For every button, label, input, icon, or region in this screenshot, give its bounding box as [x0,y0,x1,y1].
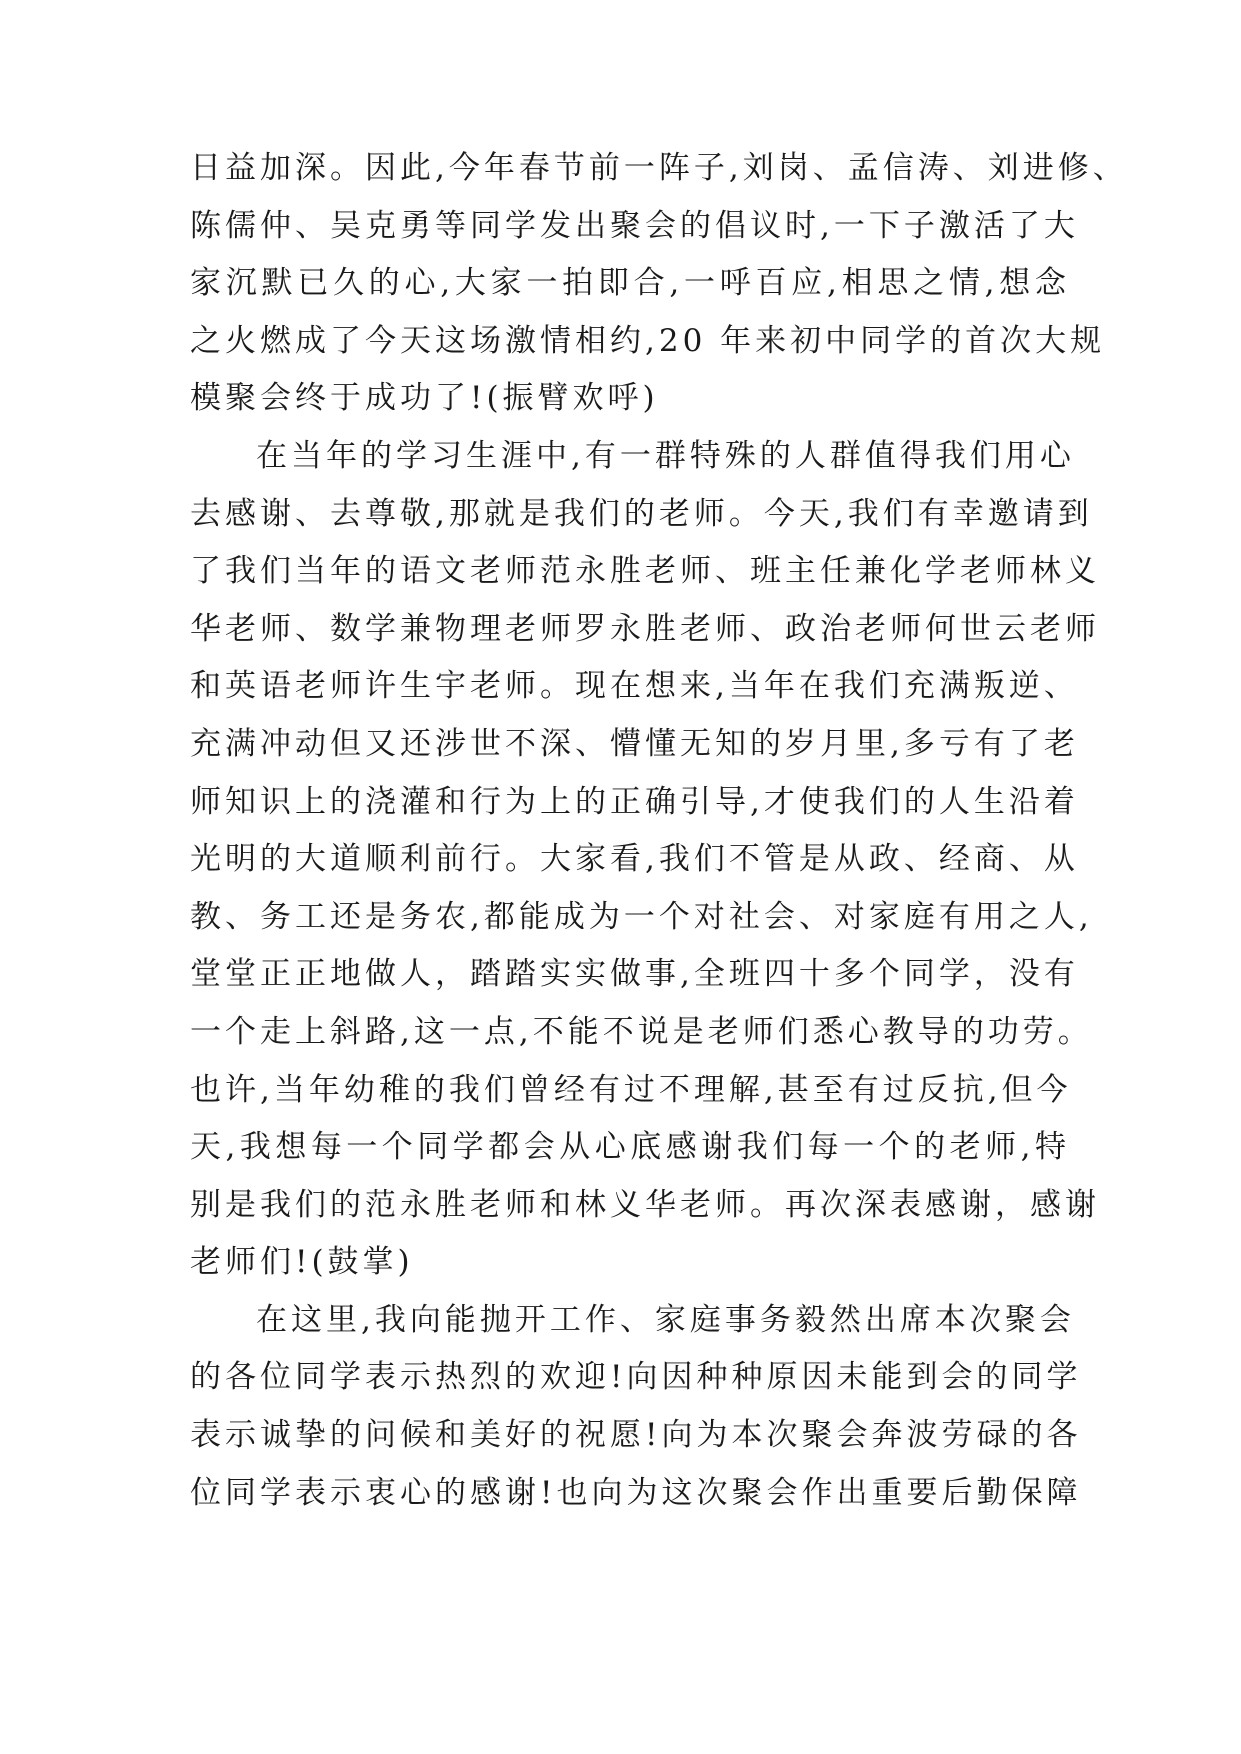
text-line: 天,我想每一个同学都会从心底感谢我们每一个的老师,特 [190,1129,1070,1166]
paragraph-2 [190,428,1100,1292]
text-line: 别是我们的范永胜老师和林义华老师。再次深表感谢，感谢 [190,1186,1100,1223]
text-line: 堂堂正正地做人，踏踏实实做事,全班四十多个同学，没有 [190,956,1079,993]
text-line: 在这里,我向能抛开工作、家庭事务毅然出席本次聚会 [256,1301,1075,1338]
text-line: 日益加深。因此,今年春节前一阵子,刘岗、孟信涛、刘进修、 [190,150,1128,186]
text-line: 教、务工还是务农,都能成为一个对社会、对家庭有用之人, [190,898,1093,935]
text-line: 去感谢、去尊敬,那就是我们的老师。今天,我们有幸邀请到 [190,495,1093,532]
text-line: 家沉默已久的心,大家一拍即合,一呼百应,相思之情,想念 [190,265,1070,302]
text-line: 表示诚挚的问候和美好的祝愿!向为本次聚会奔波劳碌的各 [190,1417,1082,1454]
paragraph-3 [190,1292,1082,1522]
text-line: 光明的大道顺利前行。大家看,我们不管是从政、经商、从 [190,841,1079,878]
text-line: 师知识上的浇灌和行为上的正确引导,才使我们的人生沿着 [190,783,1079,820]
text-line: 模聚会终于成功了!(振臂欢呼) [190,380,659,417]
text-line: 和英语老师许生宇老师。现在想来,当年在我们充满叛逆、 [190,668,1079,705]
text-line: 一个走上斜路,这一点,不能不说是老师们悉心教导的功劳。 [190,1013,1093,1050]
text-line: 也许,当年幼稚的我们曾经有过不理解,甚至有过反抗,但今 [190,1071,1072,1108]
text-line: 了我们当年的语文老师范永胜老师、班主任兼化学老师林义 [190,553,1100,590]
text-line: 老师们!(鼓掌) [190,1244,414,1281]
text-line: 的各位同学表示热烈的欢迎!向因种种原因未能到会的同学 [190,1359,1082,1396]
text-line: 陈儒仲、吴克勇等同学发出聚会的倡议时,一下子激活了大 [190,207,1079,244]
text-line: 在当年的学习生涯中,有一群特殊的人群值得我们用心 [256,437,1075,474]
text-line: 华老师、数学兼物理老师罗永胜老师、政治老师何世云老师 [190,610,1100,647]
document-body [190,140,1128,1522]
text-line: 之火燃成了今天这场激情相约,20 年来初中同学的首次大规 [190,322,1106,359]
paragraph-1 [190,140,1128,428]
text-line: 充满冲动但又还涉世不深、懵懂无知的岁月里,多亏有了老 [190,725,1079,762]
text-line: 位同学表示衷心的感谢!也向为这次聚会作出重要后勤保障 [190,1474,1082,1511]
